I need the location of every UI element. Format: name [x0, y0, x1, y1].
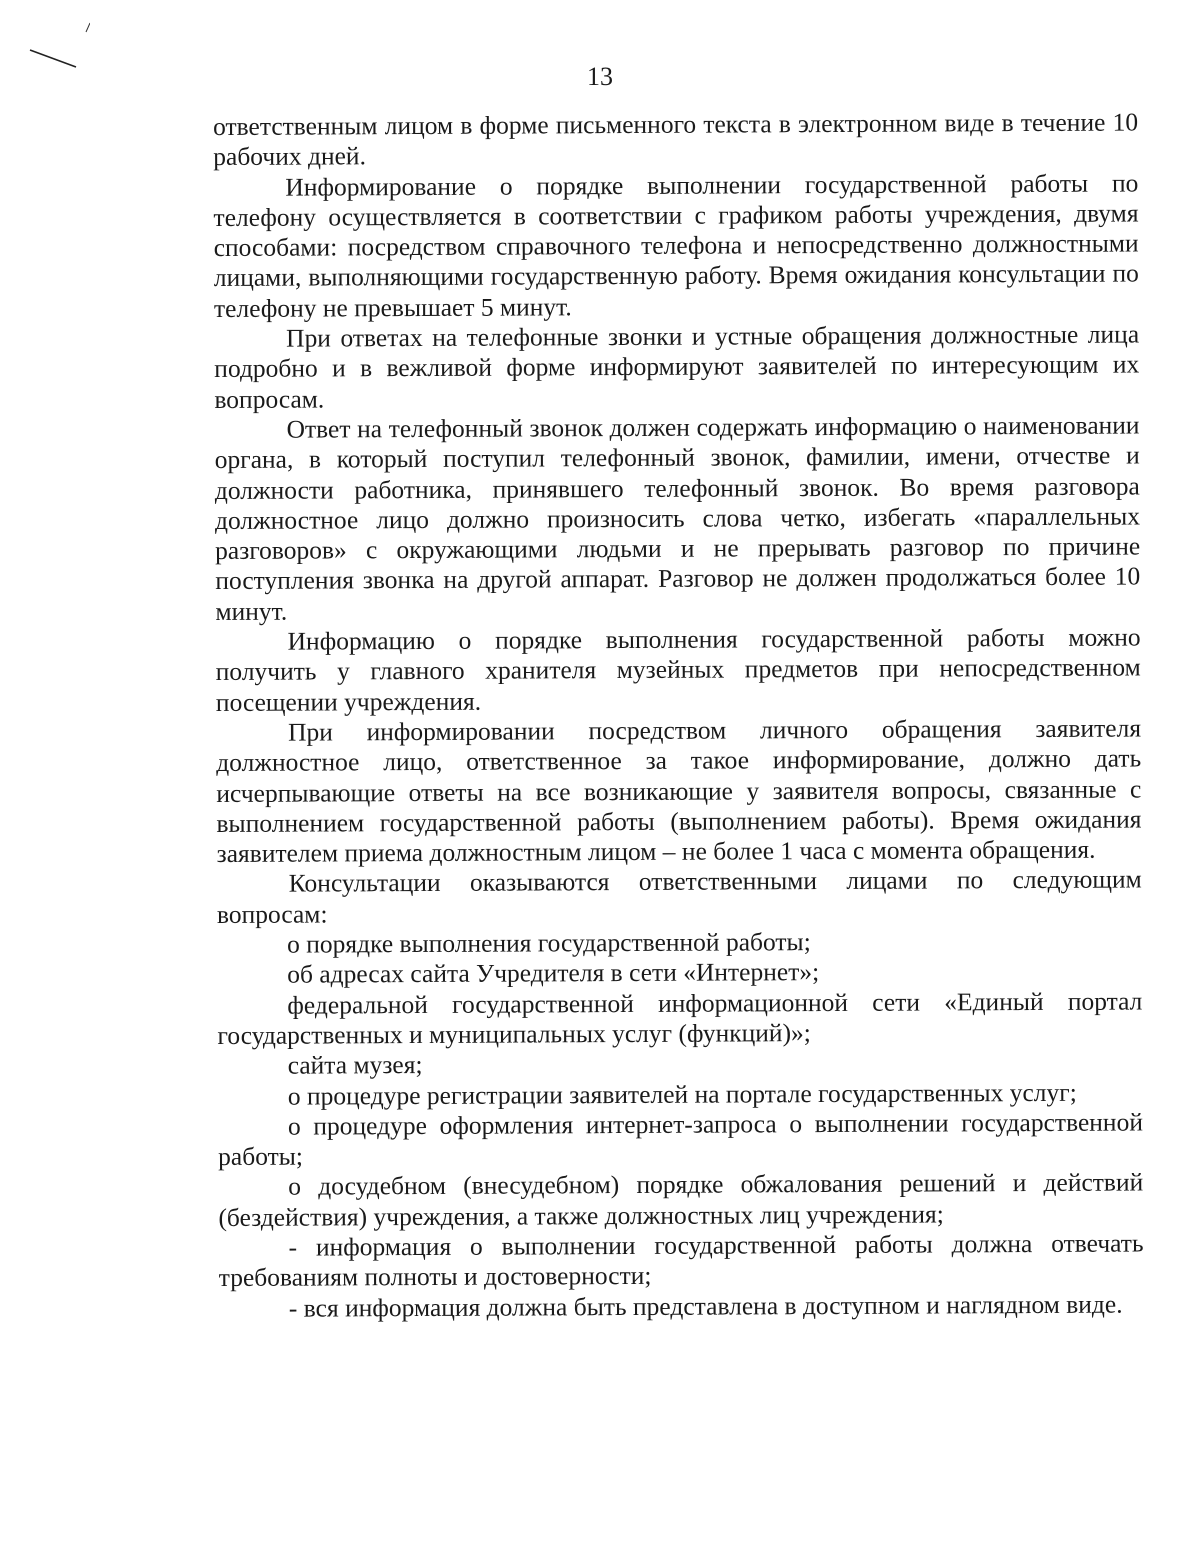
- list-item: федеральной государственной информационной сети «Единый портал государственных и муниципальных услуг (функций)»;: [217, 986, 1143, 1050]
- paragraph: Информацию о порядке выполнения государственной работы можно получить у главного хранителя музейных предметов при непосредственном посещении учреждения.: [215, 622, 1141, 717]
- list-item: сайта музея;: [287, 1050, 423, 1080]
- list-item: о процедуре регистрации заявителей на портале государственных услуг;: [287, 1077, 1077, 1111]
- paragraph: Информирование о порядке выполнении государственной работы по телефону осуществляется в соответствии с графиком работы учреждения, двумя способами: посредством справочного телефона и непосредственно должностными лицами, выполняющими государственную работу. Время ожидания консультации по телефону не превышает 5 минут.: [213, 168, 1139, 323]
- list-item: о досудебном (внесудебном) порядке обжалования решений и действий (бездействия) учреждения, а также должностных лиц учреждения;: [218, 1167, 1144, 1232]
- list-item: об адресах сайта Учредителя в сети «Интернет»;: [287, 957, 820, 989]
- scan-artifact-marks: [20, 10, 90, 70]
- paragraph: ответственным лицом в форме письменного текста в электронном виде в течение 10 рабочих дней.: [213, 107, 1139, 172]
- list-item: о процедуре оформления интернет-запроса о выполнении государственной работы;: [218, 1107, 1144, 1172]
- paragraph: Ответ на телефонный звонок должен содержать информацию о наименовании органа, в который поступил телефонный звонок, фамилии, имени, отчестве и должности работника, принявшего телефонный звонок. Во время разговора должностное лицо должно произносить слова четко, избегать «параллельных разговоров» с окружающими людьми и не прерывать разговор по причине поступления звонка на другой аппарат. Разговор не должен продолжаться более 10 минут.: [214, 410, 1141, 626]
- page-number: 13: [587, 62, 613, 91]
- list-item: - информация о выполнении государственной работы должна отвечать требованиям полноты и достоверности;: [218, 1228, 1144, 1293]
- paragraph: При ответах на телефонные звонки и устные обращения должностные лица подробно и в вежливой форме информируют заявителей по интересующим их вопросам.: [214, 319, 1140, 414]
- list-item: о порядке выполнения государственной работы;: [286, 927, 811, 959]
- paragraph: При информировании посредством личного обращения заявителя должностное лицо, ответственное за такое информирование, должно дать исчерпывающие ответы на все возникающие у заявителя вопросы, связанные с выполнением государственной работы (выполнением работы). Время ожидания заявителем приема должностным лицом – не более 1 часа с момента обращения.: [216, 713, 1142, 869]
- document-body: [213, 107, 1144, 1323]
- paragraph: Консультации оказываются ответственными лицами по следующим вопросам:: [216, 864, 1142, 929]
- list-item: - вся информация должна быть представлена в доступном и наглядном виде.: [288, 1289, 1123, 1323]
